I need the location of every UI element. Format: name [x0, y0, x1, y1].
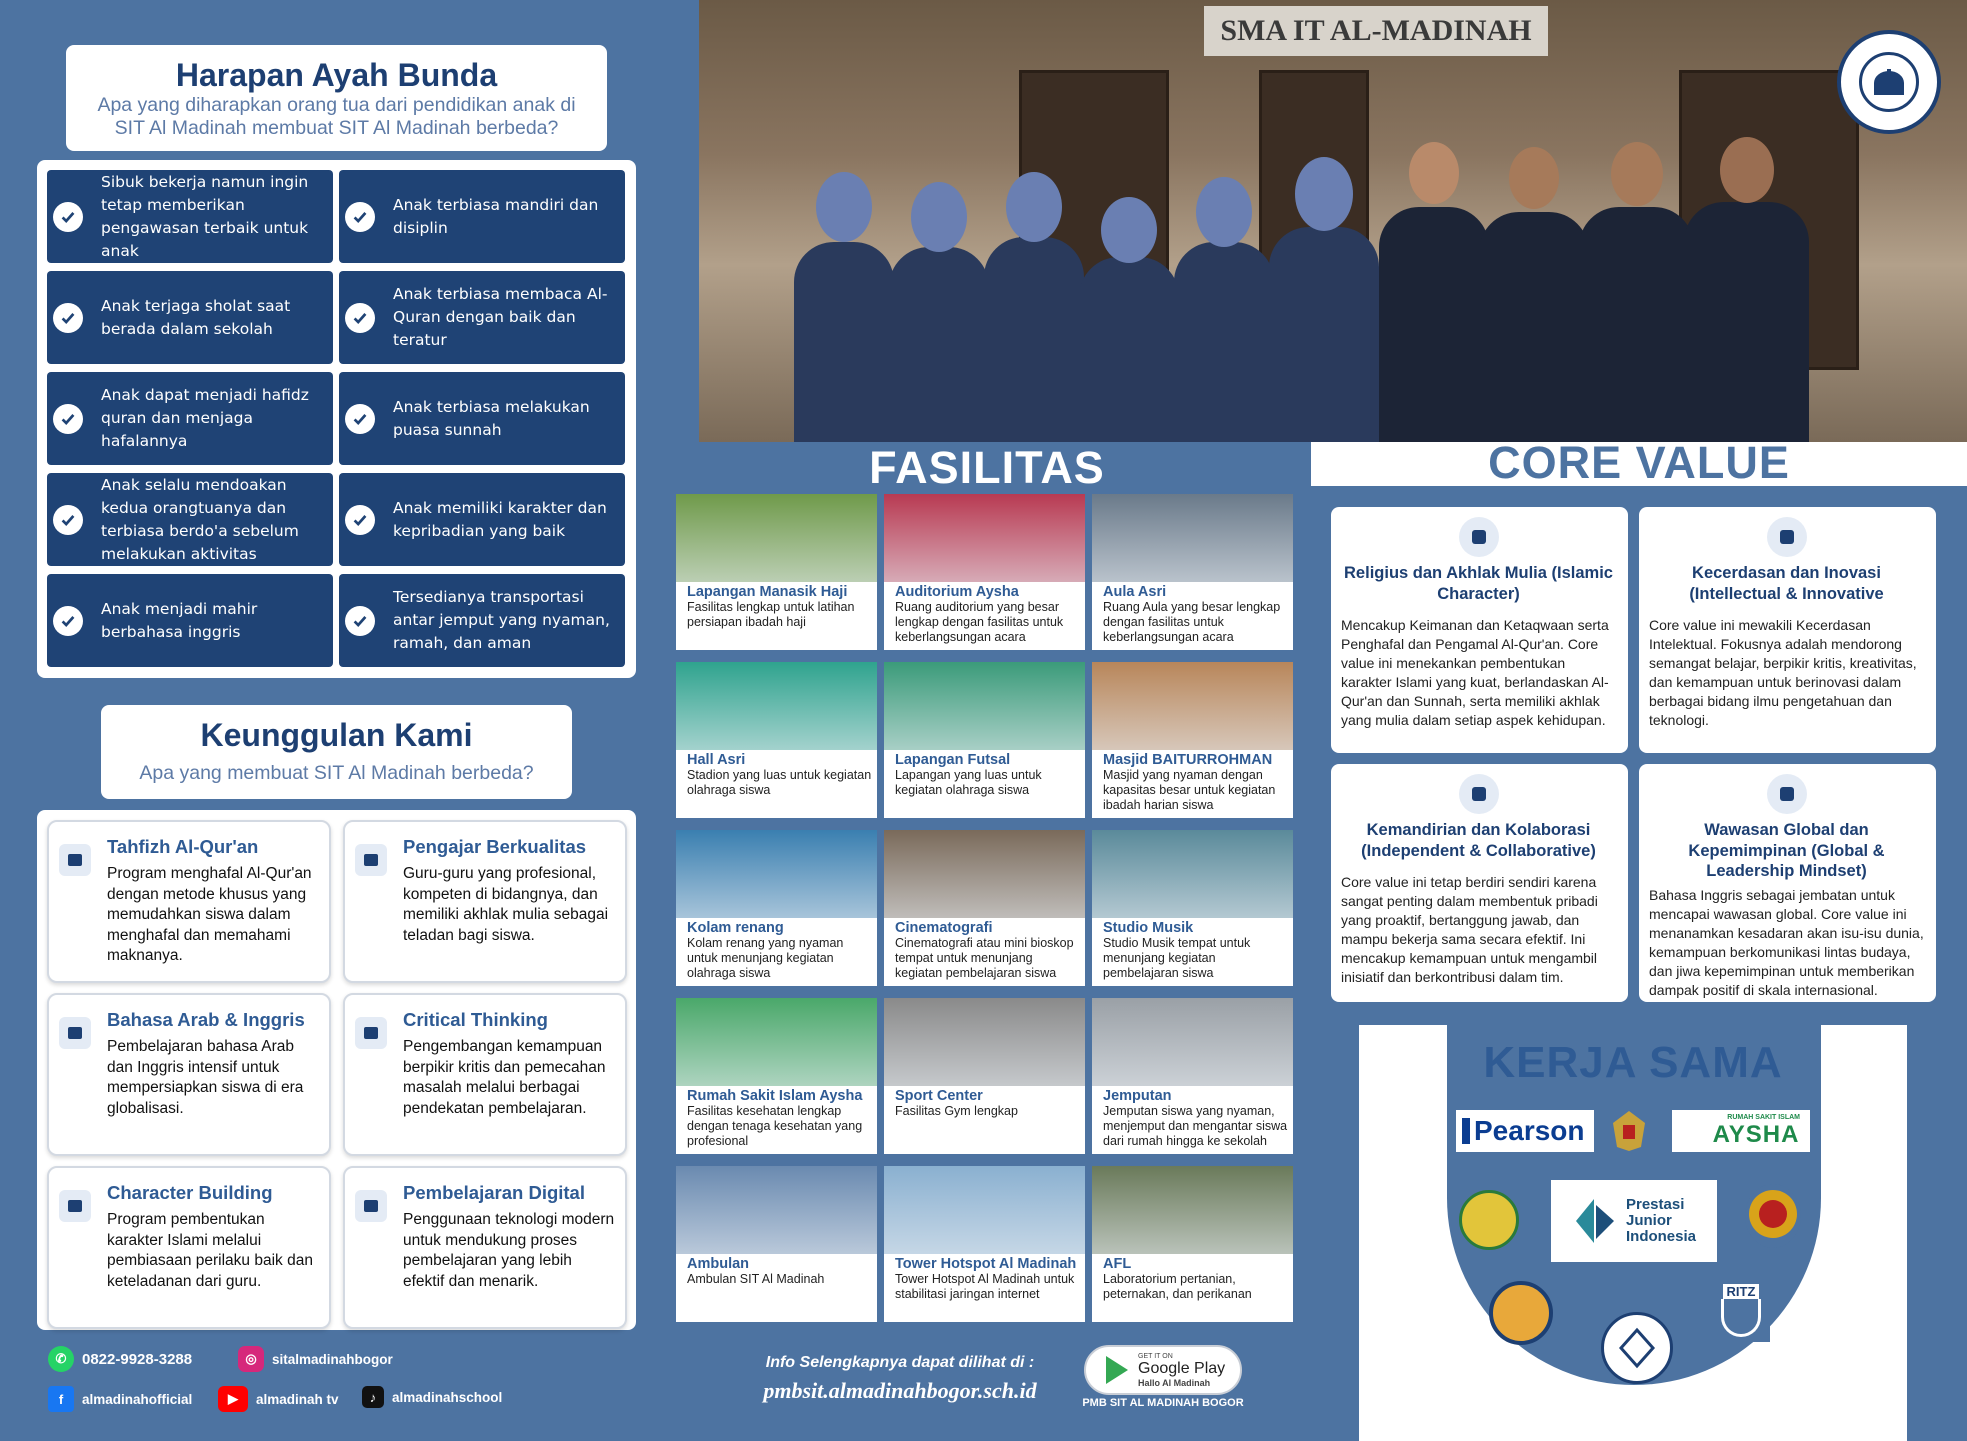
- facility-name: Ambulan: [687, 1256, 750, 1272]
- facility-card: [1092, 830, 1293, 986]
- graduation-cap-icon: [1459, 774, 1499, 814]
- harapan-header-card: [66, 45, 607, 151]
- facility-desc: Ambulan SIT Al Madinah: [687, 1272, 825, 1286]
- school-sign: SMA IT AL-MADINAH: [1204, 6, 1548, 56]
- core-value-card: [1331, 764, 1628, 1002]
- brain-icon: [355, 1017, 387, 1049]
- instagram-handle: sitalmadinahbogor: [272, 1351, 393, 1367]
- facility-card: [676, 998, 877, 1154]
- keunggulan-card: [47, 993, 331, 1156]
- facility-card: [884, 830, 1085, 986]
- garuda-emblem: [1608, 1108, 1650, 1154]
- facility-photo: [676, 1166, 877, 1254]
- keunggulan-card-desc: Penggunaan teknologi modern untuk mendukung proses pembelajaran yang lebih efektif dan menarik.: [403, 1211, 615, 1290]
- facility-name: Sport Center: [895, 1088, 983, 1104]
- facility-name: Lapangan Futsal: [895, 752, 1011, 768]
- harapan-item: [47, 170, 333, 263]
- facility-card: [884, 494, 1085, 650]
- facility-card: [884, 998, 1085, 1154]
- facility-desc: Fasilitas lengkap untuk latihan persiapan ibadah haji: [687, 600, 855, 629]
- tiktok-icon: ♪: [362, 1386, 384, 1408]
- facility-desc: Ruang Aula yang besar lengkap dengan fasilitas untuk keberlangsungan acara: [1103, 600, 1281, 644]
- keunggulan-card-desc: Program pembentukan karakter Islami melalui pembiasaan perilaku baik dan keteladanan dari guru.: [107, 1211, 313, 1290]
- facility-desc: Tower Hotspot Al Madinah untuk stabilitasi jaringan internet: [895, 1272, 1075, 1301]
- harapan-title: Harapan Ayah Bunda: [175, 57, 498, 93]
- keunggulan-card-title: Critical Thinking: [403, 1009, 548, 1030]
- check-icon: [53, 505, 83, 535]
- harapan-item: [47, 473, 333, 566]
- check-icon: [345, 404, 375, 434]
- keunggulan-card-title: Pengajar Berkualitas: [403, 836, 587, 857]
- instagram-icon: ◎: [238, 1346, 264, 1372]
- facility-card: [884, 662, 1085, 818]
- pearson-text: Pearson: [1474, 1115, 1585, 1146]
- pji-icon: [1572, 1195, 1618, 1247]
- rs-aysha-logo: [1672, 1110, 1810, 1152]
- keunggulan-card: [47, 1166, 331, 1329]
- tiktok-link[interactable]: [362, 1386, 502, 1408]
- facility-card: [1092, 998, 1293, 1154]
- brain-icon: [1767, 517, 1807, 557]
- harapan-item-text: Anak terjaga sholat saat berada dalam sekolah: [101, 296, 291, 338]
- check-icon: [53, 202, 83, 232]
- youtube-handle: almadinah tv: [256, 1391, 339, 1407]
- facility-name: Tower Hotspot Al Madinah: [895, 1256, 1077, 1272]
- harapan-item-text: Sibuk bekerja namun ingin tetap memberikan pengawasan terbaik untuk anak: [101, 172, 309, 260]
- keunggulan-card: [343, 820, 627, 983]
- facility-photo: [676, 998, 877, 1086]
- facility-desc: Laboratorium pertanian, peternakan, dan perikanan: [1103, 1272, 1252, 1301]
- facility-desc: Kolam renang yang nyaman untuk menunjang kegiatan olahraga siswa: [687, 936, 844, 980]
- kerja-sama-title: KERJA SAMA: [1483, 1038, 1783, 1087]
- mosque-icon: [1859, 52, 1919, 112]
- school-logo: [1837, 30, 1941, 134]
- facility-name: Hall Asri: [687, 752, 746, 768]
- check-icon: [53, 404, 83, 434]
- facility-name: Rumah Sakit Islam Aysha: [687, 1088, 863, 1104]
- pearson-logo: [1456, 1110, 1594, 1152]
- keunggulan-card-title: Character Building: [107, 1182, 273, 1203]
- core-value-card-desc: Bahasa Inggris sebagai jembatan untuk mencapai wawasan global. Core value ini menanamkan kesadaran akan isu-isu dunia, kemampuan berkomunikasi lintas budaya, dan jiwa kepemimpinan untuk memberikan dampak positif di skala internasional.: [1649, 886, 1924, 998]
- keunggulan-list: [47, 820, 625, 1329]
- facility-card: [1092, 1166, 1293, 1322]
- pji-line1: Prestasi: [1625, 1196, 1685, 1213]
- harapan-item: [339, 574, 625, 667]
- tiktok-handle: almadinahschool: [392, 1389, 503, 1405]
- facebook-link[interactable]: [48, 1386, 192, 1412]
- info-url[interactable]: pmbsit.almadinahbogor.sch.id: [763, 1378, 1037, 1403]
- gplay-caption: PMB SIT AL MADINAH BOGOR: [1082, 1397, 1244, 1409]
- core-value-card-title: Kemandirian dan Kolaborasi (Independent & Collaborative): [1361, 821, 1596, 860]
- harapan-item-text: Anak terbiasa membaca Al-Quran dengan baik dan teratur: [393, 285, 608, 349]
- facility-desc: Fasilitas Gym lengkap: [895, 1104, 1018, 1118]
- google-play-icon: [1106, 1356, 1128, 1384]
- keunggulan-card-desc: Program menghafal Al-Qur'an dengan metode khusus yang memudahkan siswa dalam menghafal dan memahami maknanya.: [107, 865, 312, 964]
- facility-photo: [884, 662, 1085, 750]
- check-icon: [345, 303, 375, 333]
- facebook-icon: f: [48, 1386, 74, 1412]
- keunggulan-header-card: [101, 705, 572, 799]
- youtube-link[interactable]: [218, 1386, 339, 1412]
- brain-icon: [1767, 774, 1807, 814]
- phone-number: 0822-9928-3288: [82, 1350, 193, 1368]
- info-text: Info Selengkapnya dapat dilihat di :: [765, 1354, 1035, 1371]
- facility-desc: Stadion yang luas untuk kegiatan olahraga siswa: [687, 768, 872, 797]
- quran-icon: [1459, 517, 1499, 557]
- keunggulan-card-title: Bahasa Arab & Inggris: [107, 1009, 305, 1030]
- facility-desc: Ruang auditorium yang besar lengkap dengan fasilitas untuk keberlangsungan acara: [895, 600, 1064, 644]
- facility-photo: [676, 830, 877, 918]
- harapan-item-text: Anak terbiasa mandiri dan disiplin: [393, 195, 599, 237]
- harapan-item-text: Tersedianya transportasi antar jemput yang nyaman, ramah, dan aman: [393, 588, 610, 652]
- facility-card: [1092, 494, 1293, 650]
- keunggulan-card: [343, 993, 627, 1156]
- facility-photo: [1092, 494, 1293, 582]
- keunggulan-card-title: Tahfizh Al-Qur'an: [107, 836, 259, 857]
- core-value-card-title: Kecerdasan dan Inovasi (Intellectual & Innovative: [1689, 564, 1884, 603]
- fasilitas-grid: [676, 494, 1296, 1322]
- harapan-item: [339, 372, 625, 465]
- facility-name: Jemputan: [1103, 1088, 1172, 1104]
- harapan-item: [47, 574, 333, 667]
- youtube-icon: ▶: [218, 1386, 248, 1412]
- harapan-item-text: Anak dapat menjadi hafidz quran dan menjaga hafalannya: [101, 386, 309, 450]
- harapan-item: [47, 271, 333, 364]
- gplay-app-name: Hallo Al Madinah: [1138, 1377, 1211, 1388]
- facility-photo: [884, 830, 1085, 918]
- harapan-item: [339, 271, 625, 364]
- facebook-handle: almadinahofficial: [82, 1391, 193, 1407]
- check-icon: [345, 606, 375, 636]
- check-icon: [345, 202, 375, 232]
- teacher-icon: [355, 844, 387, 876]
- harapan-subtitle: Apa yang diharapkan orang tua dari pendidikan anak di SIT Al Madinah membuat SIT Al Madinah berbeda?: [97, 94, 576, 139]
- facility-photo: [676, 494, 877, 582]
- fasilitas-title: FASILITAS: [869, 442, 1105, 493]
- core-value-card-desc: Core value ini mewakili Kecerdasan Intelektual. Fokusnya adalah mendorong semangat belajar, berpikir kritis, kreativitas, dan kemampuan untuk berinovasi dalam berbagai bidang ilmu pengetahuan dan teknologi.: [1649, 617, 1917, 728]
- facility-photo: [884, 1166, 1085, 1254]
- facility-desc: Fasilitas kesehatan lengkap dengan tenaga kesehatan yang profesional: [687, 1104, 863, 1148]
- keunggulan-subtitle: Apa yang membuat SIT Al Madinah berbeda?: [139, 762, 534, 784]
- facility-name: Masjid BAITURROHMAN: [1103, 752, 1273, 768]
- facility-photo: [1092, 998, 1293, 1086]
- facility-photo: [1092, 1166, 1293, 1254]
- rs-aysha-small: RUMAH SAKIT ISLAM: [1727, 1113, 1800, 1121]
- check-icon: [53, 606, 83, 636]
- core-value-card: [1331, 507, 1628, 753]
- facility-name: Lapangan Manasik Haji: [687, 584, 848, 600]
- harapan-item-text: Anak selalu mendoakan kedua orangtuanya dan terbiasa berdo'a sebelum melakukan aktivitas: [101, 475, 299, 563]
- ritz-logo: [1712, 1278, 1770, 1342]
- facility-card: [676, 1166, 877, 1322]
- heart-icon: [59, 1190, 91, 1222]
- core-value-card: [1639, 764, 1936, 1002]
- core-value-card-desc: Core value ini tetap berdiri sendiri karena sangat penting dalam membentuk pribadi yang proaktif, bertanggung jawab, dan mampu bekerja sama secara efektif. Ini mencakup kemampuan untuk mengambil inisiatif dan berkontribusi dalam tim.: [1341, 874, 1598, 985]
- keunggulan-card-desc: Pembelajaran bahasa Arab dan Inggris intensif untuk mempersiapkan siswa di era globalisasi.: [107, 1038, 304, 1117]
- facility-desc: Jemputan siswa yang nyaman, menjemput dan mengantar siswa dari rumah hingga ke sekolah: [1103, 1104, 1288, 1148]
- instagram-link[interactable]: [238, 1346, 393, 1372]
- core-value-title: CORE VALUE: [1488, 437, 1790, 488]
- check-icon: [53, 303, 83, 333]
- facility-name: Auditorium Aysha: [895, 584, 1019, 600]
- facility-card: [676, 662, 877, 818]
- facility-name: Cinematografi: [895, 920, 993, 936]
- facility-photo: [1092, 662, 1293, 750]
- phone-contact[interactable]: [48, 1346, 192, 1372]
- staff-photo: [699, 0, 1967, 442]
- core-value-card-desc: Mencakup Keimanan dan Ketaqwaan serta Penghafal dan Pengamal Al-Qur'an. Core value ini menekankan pembentukan karakter Islami yang kuat, berlandaskan Al-Qur'an dan Sunnah, serta memiliki akhlak yang mulia dalam setiap aspek kehidupan.: [1341, 617, 1609, 728]
- keunggulan-card: [47, 820, 331, 983]
- facility-card: [676, 830, 877, 986]
- keunggulan-card-desc: Guru-guru yang profesional, kompeten di bidangnya, dan memiliki akhlak mulia sebagai teladan bagi siswa.: [403, 865, 609, 944]
- laptop-icon: [355, 1190, 387, 1222]
- quran-icon: [59, 844, 91, 876]
- keunggulan-card: [343, 1166, 627, 1329]
- check-icon: [345, 505, 375, 535]
- pji-line2: Junior: [1625, 1212, 1672, 1229]
- facility-card: [676, 494, 877, 650]
- gplay-small-text: GET IT ON: [1138, 1352, 1173, 1360]
- facility-card: [884, 1166, 1085, 1322]
- prestasi-junior-indonesia-logo: [1551, 1180, 1717, 1262]
- facility-name: Studio Musik: [1103, 920, 1194, 936]
- harapan-item: [339, 473, 625, 566]
- facility-photo: [676, 662, 877, 750]
- facility-name: AFL: [1103, 1256, 1132, 1272]
- facility-desc: Masjid yang nyaman dengan kapasitas besar untuk kegiatan ibadah harian siswa: [1103, 768, 1276, 812]
- facility-desc: Cinematografi atau mini bioskop tempat untuk menunjang kegiatan pembelajaran siswa: [895, 936, 1074, 980]
- harapan-item-text: Anak menjadi mahir berbahasa inggris: [101, 599, 258, 641]
- google-play-button[interactable]: [1084, 1345, 1242, 1395]
- keunggulan-card-desc: Pengembangan kemampuan berpikir kritis dan pemecahan masalah melalui berbagai pendekatan pembelajaran.: [403, 1038, 606, 1117]
- facility-name: Aula Asri: [1103, 584, 1167, 600]
- core-value-card: [1639, 507, 1936, 753]
- gplay-big-text: Google Play: [1138, 1359, 1226, 1377]
- core-value-card-title: Religius dan Akhlak Mulia (Islamic Character): [1344, 564, 1613, 603]
- ritz-text: RITZ: [1723, 1284, 1760, 1299]
- institution-logo-yellow: [1459, 1190, 1519, 1250]
- pji-line3: Indonesia: [1625, 1228, 1696, 1245]
- keunggulan-card-title: Pembelajaran Digital: [403, 1182, 585, 1203]
- core-value-card-title: Wawasan Global dan Kepemimpinan (Global & Leadership Mindset): [1688, 821, 1885, 880]
- institution-logo-red: [1745, 1184, 1801, 1248]
- harapan-item: [47, 372, 333, 465]
- keunggulan-title: Keunggulan Kami: [200, 717, 473, 753]
- university-logo: [1601, 1312, 1673, 1384]
- language-icon: [59, 1017, 91, 1049]
- institution-logo-orange: [1489, 1281, 1553, 1345]
- facility-card: [1092, 662, 1293, 818]
- facility-name: Kolam renang: [687, 920, 784, 936]
- whatsapp-icon: ✆: [48, 1346, 74, 1372]
- facility-photo: [1092, 830, 1293, 918]
- facility-photo: [884, 998, 1085, 1086]
- facility-photo: [884, 494, 1085, 582]
- rs-aysha-name: AYSHA: [1712, 1120, 1800, 1148]
- harapan-item-text: Anak memiliki karakter dan kepribadian yang baik: [393, 498, 607, 540]
- facility-desc: Studio Musik tempat untuk menunjang kegiatan pembelajaran siswa: [1103, 936, 1251, 980]
- harapan-item: [339, 170, 625, 263]
- harapan-list: [47, 170, 625, 667]
- facility-desc: Lapangan yang luas untuk kegiatan olahraga siswa: [895, 768, 1042, 797]
- harapan-item-text: Anak terbiasa melakukan puasa sunnah: [393, 397, 590, 439]
